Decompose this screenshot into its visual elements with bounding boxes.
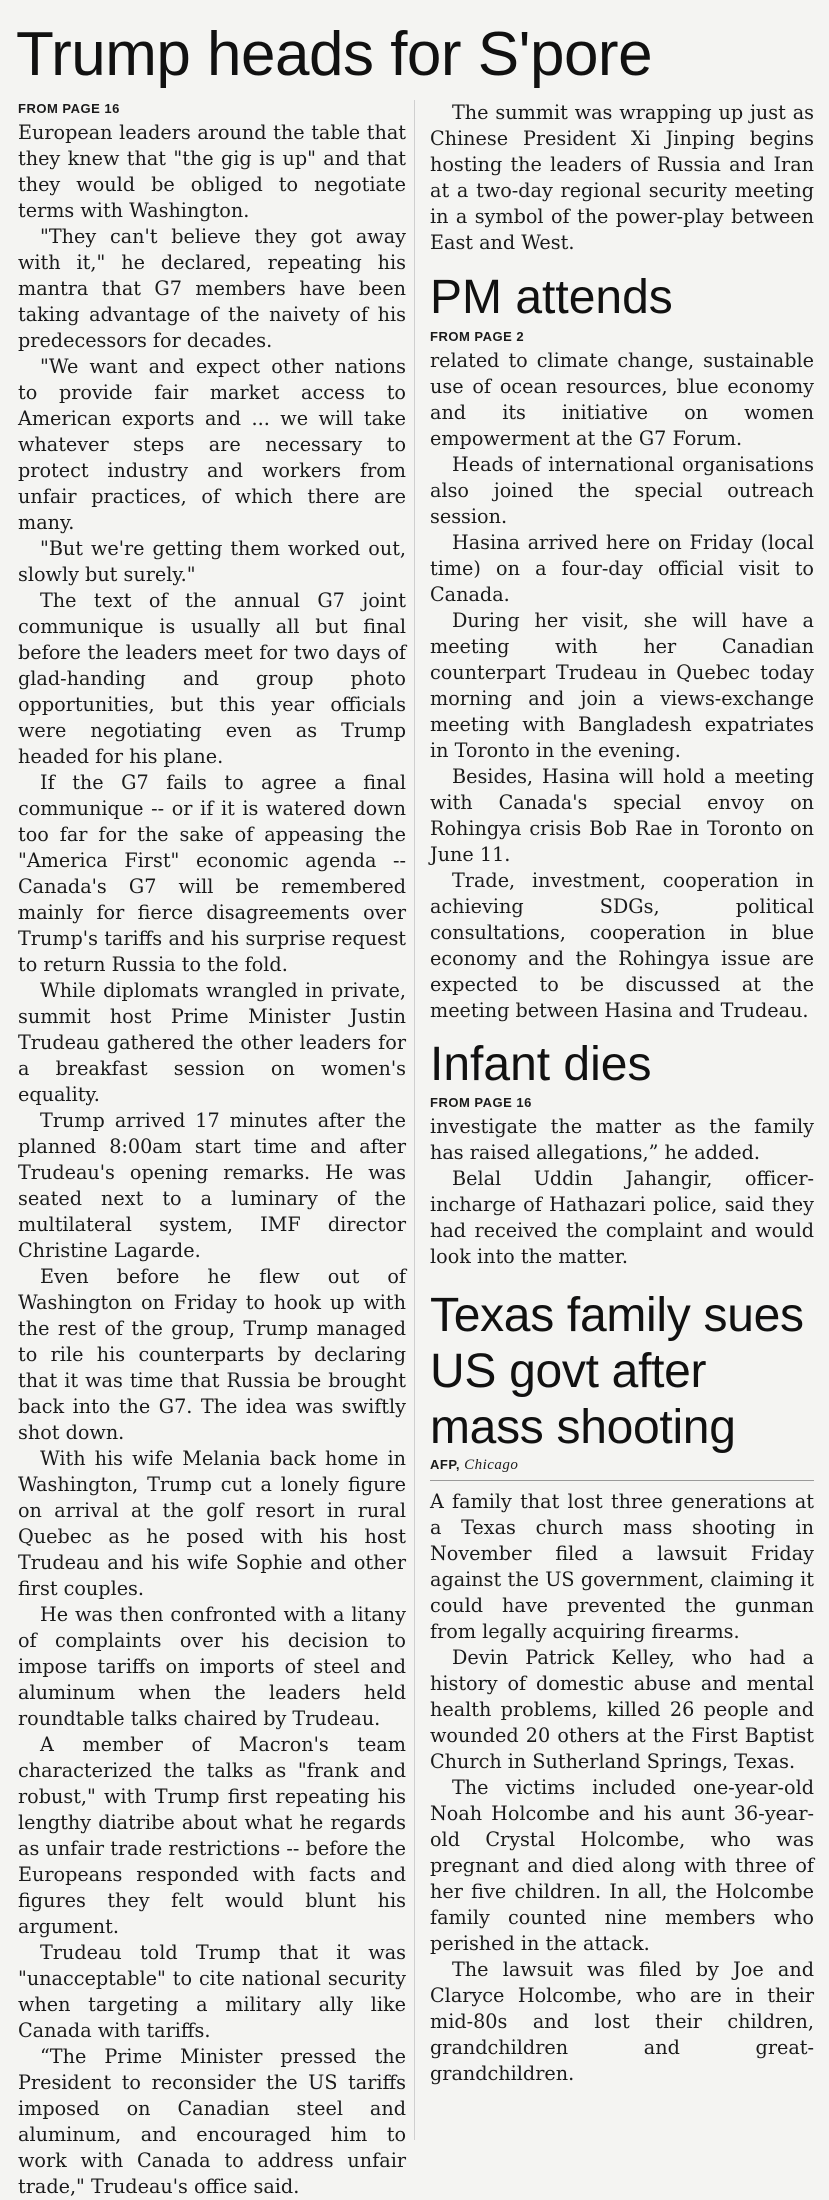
trump-paragraph: If the G7 fails to agree a final communique -- or if it is watered down too far for the sake of appeasing the "America First" economic agenda -- Canada's G7 will be remembered mainly for fierce disagreements over Trump's tariffs and his surprise request to return Russia to the fold. xyxy=(18,771,406,976)
trump-from-page: FROM PAGE 16 xyxy=(18,101,120,116)
right-column xyxy=(430,100,814,2087)
texas-headline xyxy=(430,1288,814,1456)
pm-paragraph: Heads of international organisations also joined the special outreach session. xyxy=(430,453,814,528)
pm-paragraph: related to climate change, sustainable use of ocean resources, blue economy and its initiative on women empowerment at the G7 Forum. xyxy=(430,349,814,450)
texas-byline xyxy=(430,1456,814,1474)
infant-paragraph: Belal Uddin Jahangir, officer-incharge of Hathazari police, said they had received the complaint and would look into the matter. xyxy=(430,1167,814,1268)
byline-rule xyxy=(430,1480,814,1481)
infant-from-page: FROM PAGE 16 xyxy=(430,1095,532,1110)
left-column xyxy=(18,100,406,2200)
pm-from-page: FROM PAGE 2 xyxy=(430,329,525,344)
infant-paragraph: investigate the matter as the family has raised allegations,” he added. xyxy=(430,1115,814,1164)
infant-headline: Infant dies xyxy=(430,1038,652,1091)
pm-paragraph: During her visit, she will have a meeting with her Canadian counterpart Trudeau in Quebec today morning and join a views-exchange meeting with Bangladesh expatriates in Toronto in the evening. xyxy=(430,609,814,762)
trump-paragraph: "They can't believe they got away with it," he declared, repeating his mantra that G7 members have been taking advantage of the naivety of his predecessors for decades. xyxy=(18,225,406,352)
pm-paragraph: Besides, Hasina will hold a meeting with Canada's special envoy on Rohingya crisis Bob Rae in Toronto on June 11. xyxy=(430,765,814,866)
trump-headline: Trump heads for S'pore xyxy=(16,20,653,89)
trump-paragraph: A member of Macron's team characterized the talks as "frank and robust," with Trump first repeating his lengthy diatribe about what he regards as unfair trade restrictions -- before the Europeans responded with facts and figures they felt would blunt his argument. xyxy=(18,1733,406,1938)
pm-paragraph: Trade, investment, cooperation in achieving SDGs, political consultations, cooperation in blue economy and the Rohingya issue are expected to be discussed at the meeting between Hasina and Trudeau. xyxy=(430,869,814,1022)
trump-paragraph: The summit was wrapping up just as Chinese President Xi Jinping begins hosting the leaders of Russia and Iran at a two-day regional security meeting in a symbol of the power-play between East and West. xyxy=(430,101,814,254)
column-divider xyxy=(414,100,415,2140)
texas-headline-line: Texas family sues xyxy=(430,1289,804,1342)
trump-paragraph: European leaders around the table that they knew that "the gig is up" and that they would be obliged to negotiate terms with Washington. xyxy=(18,121,406,222)
trump-paragraph: "We want and expect other nations to provide fair market access to American exports and ... we will take whatever steps are necessary to protect industry and workers from unfair practices, of which there are many. xyxy=(18,355,406,534)
texas-paragraph: The lawsuit was filed by Joe and Claryce Holcombe, who are in their mid-80s and lost their children, grandchildren and great-grandchildren. xyxy=(430,1958,814,2085)
pm-headline: PM attends xyxy=(430,271,673,324)
trump-paragraph: While diplomats wrangled in private, summit host Prime Minister Justin Trudeau gathered the other leaders for a breakfast session on women's equality. xyxy=(18,979,406,1106)
texas-city: Chicago xyxy=(464,1457,519,1473)
trump-paragraph: Even before he flew out of Washington on Friday to hook up with the rest of the group, Trump managed to rile his counterparts by declaring that it was time that Russia be brought back into the G7. The idea was swiftly shot down. xyxy=(18,1265,406,1444)
trump-paragraph: “The Prime Minister pressed the President to reconsider the US tariffs imposed on Canadian steel and aluminum, and encouraged him to work with Canada to address unfair trade," Trudeau's office said. xyxy=(18,2045,406,2198)
texas-headline-line: mass shooting xyxy=(430,1401,736,1454)
trump-paragraph: Trudeau told Trump that it was "unacceptable" to cite national security when targeting a military ally like Canada with tariffs. xyxy=(18,1941,406,2042)
texas-agency: AFP, xyxy=(430,1457,460,1472)
texas-headline-line: US govt after xyxy=(430,1345,707,1398)
trump-paragraph: Trump arrived 17 minutes after the planned 8:00am start time and after Trudeau's opening remarks. He was seated next to a luminary of the multilateral system, IMF director Christine Lagarde. xyxy=(18,1109,406,1262)
texas-paragraph: Devin Patrick Kelley, who had a history of domestic abuse and mental health problems, killed 26 people and wounded 20 others at the First Baptist Church in Sutherland Springs, Texas. xyxy=(430,1646,814,1773)
texas-paragraph: The victims included one-year-old Noah Holcombe and his aunt 36-year-old Crystal Holcombe, who was pregnant and died along with three of her five children. In all, the Holcombe family counted nine members who perished in the attack. xyxy=(430,1776,814,1955)
trump-paragraph: "But we're getting them worked out, slowly but surely." xyxy=(18,537,406,586)
trump-paragraph: With his wife Melania back home in Washington, Trump cut a lonely figure on arrival at the golf resort in rural Quebec as he posed with his host Trudeau and his wife Sophie and other first couples. xyxy=(18,1447,406,1600)
texas-paragraph: A family that lost three generations at a Texas church mass shooting in November filed a lawsuit Friday against the US government, claiming it could have prevented the gunman from legally acquiring firearms. xyxy=(430,1490,814,1643)
trump-paragraph: He was then confronted with a litany of complaints over his decision to impose tariffs on imports of steel and aluminum when the leaders held roundtable talks chaired by Trudeau. xyxy=(18,1603,406,1730)
pm-paragraph: Hasina arrived here on Friday (local time) on a four-day official visit to Canada. xyxy=(430,531,814,606)
trump-paragraph: The text of the annual G7 joint communique is usually all but final before the leaders meet for two days of glad-handing and group photo opportunities, but this year officials were negotiating even as Trump headed for his plane. xyxy=(18,589,406,768)
